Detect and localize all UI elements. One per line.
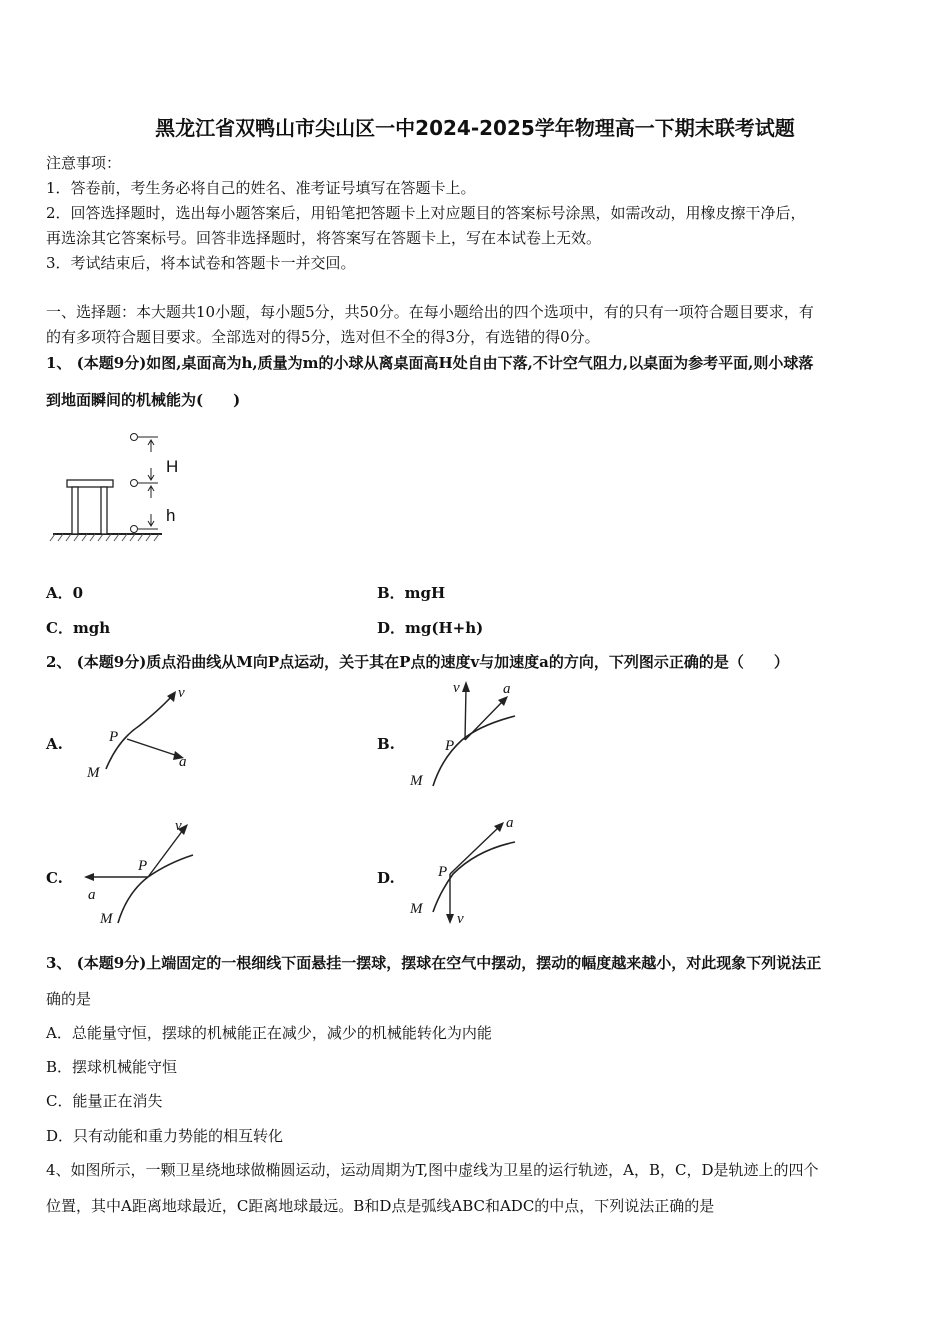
label-M: M	[410, 773, 423, 789]
label-v: v	[178, 685, 185, 701]
q1-option-d[interactable]: D．mg(H+h)	[377, 619, 484, 637]
ball-on-ground	[131, 526, 138, 533]
notice-heading: 注意事项：	[46, 154, 122, 172]
q2-option-b-label[interactable]: B.	[377, 735, 395, 753]
q1-table-figure	[50, 428, 200, 548]
q2-figure-a	[84, 684, 194, 784]
label-a: a	[88, 887, 96, 903]
notice-item-3: 3．考试结束后，将本试卷和答题卡一并交回。	[46, 254, 356, 272]
label-v: v	[175, 818, 182, 834]
section-intro-line2: 的有多项符合题目要求。全部选对的得5分，选对但不全的得3分，有选错的得0分。	[46, 328, 600, 346]
label-v: v	[453, 680, 460, 696]
label-M: M	[100, 911, 113, 927]
label-a: a	[506, 815, 514, 831]
q2-figure-b	[405, 678, 525, 788]
q2-option-d-label[interactable]: D.	[377, 869, 395, 887]
notice-item-1: 1．答卷前，考生务必将自己的姓名、准考证号填写在答题卡上。	[46, 179, 476, 197]
q3-stem-line2: 确的是	[46, 990, 92, 1008]
label-M: M	[410, 901, 423, 917]
q2-option-c-label[interactable]: C.	[46, 869, 63, 887]
q1-option-a[interactable]: A．0	[46, 584, 84, 602]
q3-option-b[interactable]: B．摆球机械能守恒	[46, 1058, 178, 1076]
label-v: v	[457, 911, 464, 927]
label-H: H	[166, 457, 179, 476]
q2-figure-c	[80, 815, 200, 930]
table-leg-right	[101, 487, 107, 534]
table-leg-left	[72, 487, 78, 534]
q4-stem-line1: 4、如图所示，一颗卫星绕地球做椭圆运动，运动周期为T,图中虚线为卫星的运行轨迹，A，B，C，D是轨迹上的四个	[46, 1161, 819, 1179]
dimension-lines	[138, 437, 158, 529]
label-P: P	[438, 864, 448, 880]
q3-option-c[interactable]: C．能量正在消失	[46, 1092, 163, 1110]
ball-at-table	[131, 480, 138, 487]
label-M: M	[87, 765, 100, 781]
q2-stem: 2、 (本题9分)质点沿曲线从M向P点运动，关于其在P点的速度v与加速度a的方向，下列图示正确的是（ ）	[46, 653, 789, 671]
ball-start	[131, 434, 138, 441]
label-P: P	[109, 729, 119, 745]
q2-figure-d	[405, 812, 530, 932]
label-a: a	[503, 681, 511, 697]
table-top	[67, 480, 113, 487]
label-P: P	[445, 738, 455, 754]
label-P: P	[138, 858, 148, 874]
q1-option-c[interactable]: C．mgh	[46, 619, 111, 637]
q4-stem-line2: 位置，其中A距离地球最近，C距离地球最远。B和D点是弧线ABC和ADC的中点，下列说法正确的是	[46, 1197, 715, 1215]
notice-item-2-cont: 再选涂其它答案标号。回答非选择题时，将答案写在答题卡上，写在本试卷上无效。	[46, 229, 602, 247]
q2-option-a-label[interactable]: A.	[46, 735, 63, 753]
notice-item-2: 2．回答选择题时，选出每小题答案后，用铅笔把答题卡上对应题目的答案标号涂黑，如需改动，用橡皮擦干净后，	[46, 204, 806, 222]
section-intro-line1: 一、选择题：本大题共10小题，每小题5分，共50分。在每小题给出的四个选项中，有的只有一项符合题目要求，有	[46, 303, 814, 321]
q3-option-a[interactable]: A．总能量守恒，摆球的机械能正在减少，减少的机械能转化为内能	[46, 1024, 492, 1042]
label-h: h	[166, 506, 176, 525]
label-a: a	[179, 754, 187, 770]
page-title: 黑龙江省双鸭山市尖山区一中2024-2025学年物理高一下期末联考试题	[155, 116, 795, 140]
q1-stem-line1: 1、 (本题9分)如图,桌面高为h,质量为m的小球从离桌面高H处自由下落,不计空气阻力,以桌面为参考平面,则小球落	[46, 354, 814, 372]
q3-stem-line1: 3、 (本题9分)上端固定的一根细线下面悬挂一摆球，摆球在空气中摆动，摆动的幅度越来越小，对此现象下列说法正	[46, 954, 822, 972]
q1-option-b[interactable]: B．mgH	[377, 584, 446, 602]
ground-hatch	[50, 534, 159, 541]
q3-option-d[interactable]: D．只有动能和重力势能的相互转化	[46, 1127, 284, 1145]
q1-stem-line2: 到地面瞬间的机械能为( )	[46, 391, 241, 409]
